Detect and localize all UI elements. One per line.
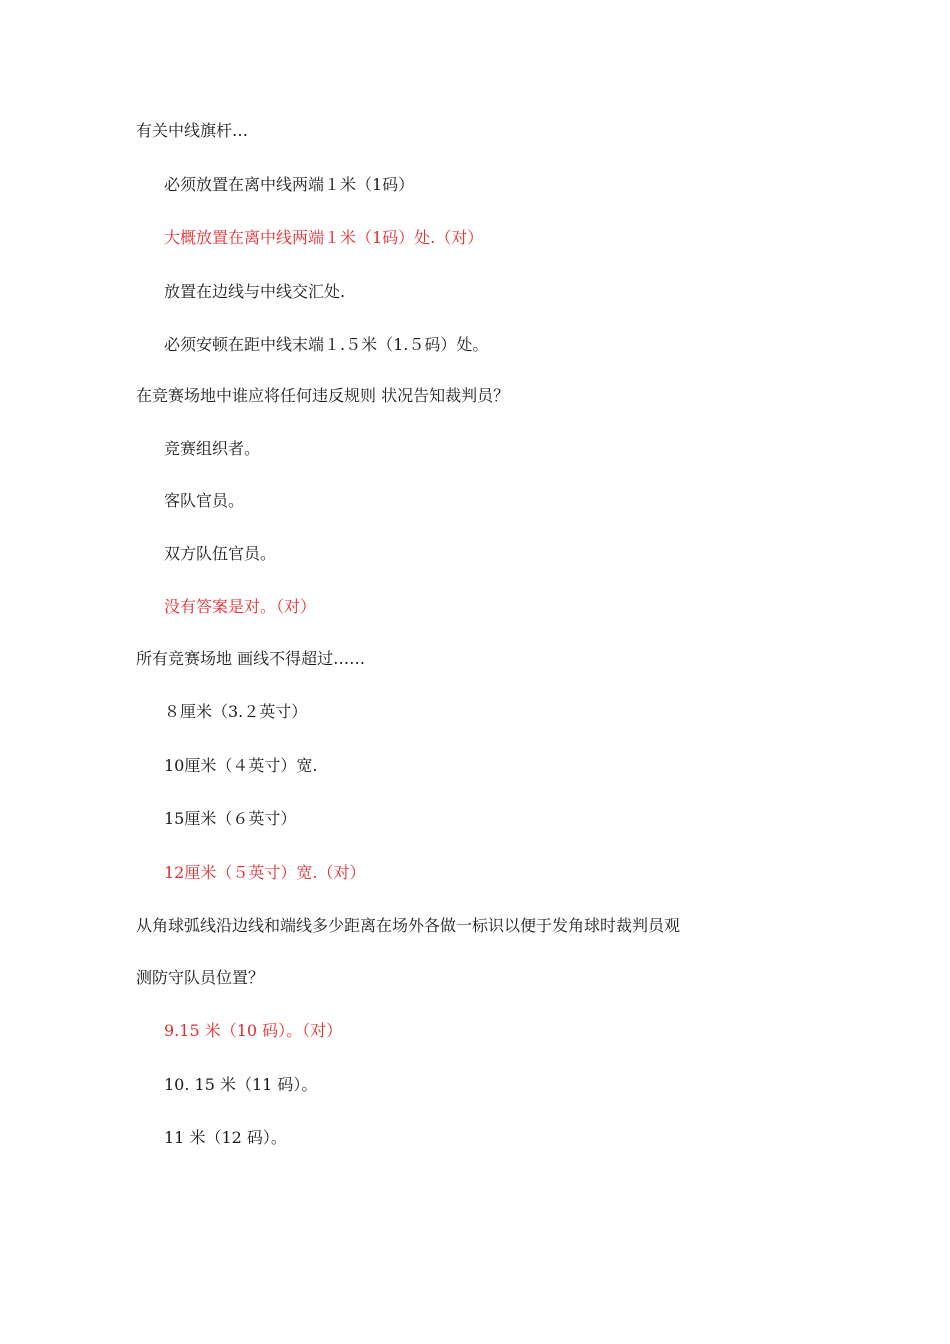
question-1-option-3: 放置在边线与中线交汇处. — [164, 282, 346, 301]
question-1-text: 有关中线旗杆… — [136, 121, 249, 140]
question-4-text-line-2: 测防守队员位置？ — [136, 968, 265, 987]
question-2-text: 在竞赛场地中谁应将任何违反规则 状况告知裁判员？ — [136, 386, 510, 405]
question-1-option-2-correct: 大概放置在离中线两端１米（1码）处.（对） — [164, 228, 484, 247]
question-1-option-1: 必须放置在离中线两端１米（1码） — [164, 175, 415, 194]
question-3-option-2: 10厘米（４英寸）宽. — [164, 756, 318, 775]
question-3-option-3: 15厘米（６英寸） — [164, 809, 297, 828]
question-3-option-4-correct: 12厘米（５英寸）宽.（对） — [164, 863, 366, 882]
question-1-option-4: 必须安顿在距中线末端１.５米（1.５码）处。 — [164, 335, 489, 354]
question-2-option-4-correct: 没有答案是对。（对） — [164, 597, 317, 616]
question-2-option-2: 客队官员。 — [164, 491, 245, 510]
question-4-option-2: 10. 15 米（11 码）。 — [164, 1075, 318, 1094]
question-3-text: 所有竞赛场地 画线不得超过…… — [136, 649, 366, 668]
question-3-option-1: ８厘米（3.２英寸） — [164, 702, 308, 721]
question-2-option-1: 竞赛组织者。 — [164, 439, 261, 458]
question-4-option-1-correct: 9.15 米（10 码）。（对） — [164, 1021, 343, 1040]
question-2-option-3: 双方队伍官员。 — [164, 544, 277, 563]
question-4-text-line-1: 从角球弧线沿边线和端线多少距离在场外各做一标识以便于发角球时裁判员观 — [136, 916, 681, 935]
question-4-option-3: 11 米（12 码）。 — [164, 1128, 287, 1147]
